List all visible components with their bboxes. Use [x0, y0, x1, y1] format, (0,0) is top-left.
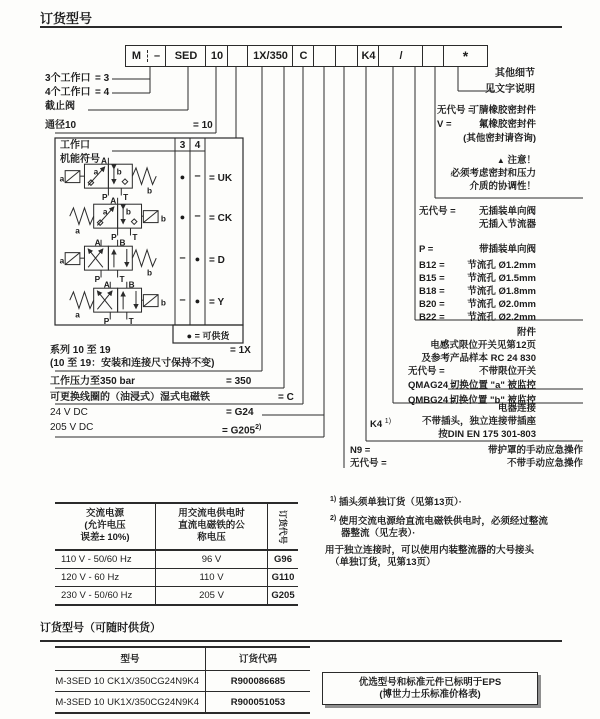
model-row-2-code: R900051053 — [230, 697, 286, 708]
details-line1: 其他细节 — [495, 68, 535, 79]
electrical-line1: 不带插头，独立连接带插座 — [421, 416, 536, 427]
footnote-2 — [330, 513, 575, 540]
svg-text:P: P — [103, 317, 110, 325]
section2-title: 订货型号（可随时供货） — [40, 622, 161, 634]
b20-key: B20 = — [419, 299, 445, 310]
footnote-1-marker: 1) — [330, 496, 337, 503]
model-header-code: 订货代码 — [238, 654, 277, 665]
y-code: = Y — [209, 297, 225, 308]
code-cell-solenoid: C — [292, 45, 315, 67]
b20-value: 节流孔 Ø2.0mm — [467, 299, 536, 310]
warning-block — [445, 155, 536, 193]
electrical-block — [370, 403, 536, 441]
svg-text:P: P — [94, 275, 101, 283]
footnote-3-line1: 用于独立连接时，可以使用内装整流器的大号接头 — [325, 545, 535, 556]
ck-code: = CK — [209, 213, 233, 224]
code-cell-sed: SED — [165, 45, 207, 67]
code-cell-override — [335, 45, 359, 67]
d-col4: ● — [194, 254, 201, 264]
seal-v-value: 氟橡胶密封件 — [478, 119, 536, 130]
electrical-line2: 按DIN EN 175 301-803 — [438, 429, 536, 440]
seal-note: (其他密封请咨询) — [463, 133, 536, 144]
limit-none-value: 不带限位开关 — [478, 366, 536, 377]
svg-text:b: b — [116, 167, 122, 177]
svg-text:a: a — [93, 167, 99, 177]
eps-line2: (博世力士乐标准价格表) — [379, 689, 481, 700]
power-row-3-c1: 230 V - 50/60 Hz — [61, 590, 133, 601]
svg-text:A: A — [110, 196, 117, 206]
code-cell-seal — [422, 45, 445, 67]
power-row-1-c2: 96 V — [201, 554, 222, 565]
power-row-3-c3: G205 — [271, 590, 295, 601]
svg-text:a: a — [75, 310, 80, 320]
model-header-type: 型号 — [120, 654, 140, 665]
code-cell-voltage — [313, 45, 337, 67]
code-cell-size: 10 — [205, 45, 229, 67]
footnote-1-text: 插头须单独订货（见第13页）· — [338, 497, 462, 509]
code-g24: = G24 — [226, 407, 254, 418]
code-cell-star: * — [443, 45, 488, 67]
footnote-1 — [330, 494, 570, 509]
page-title: 订货型号 — [40, 11, 93, 26]
valve-symbol-ck-icon — [57, 195, 169, 241]
throttle-block — [419, 206, 536, 324]
svg-text:b: b — [160, 214, 166, 224]
code-cell-slash: / — [378, 45, 424, 67]
attachments-line2: 及参考产品样本 RC 24 830 — [421, 353, 536, 364]
k4-key-text: K4 — [370, 419, 383, 431]
seal-none-value: 丁腈橡胶密封件 — [469, 105, 536, 116]
label-3ports: 3个工作口 — [45, 73, 91, 84]
power-header-col2: 用交流电供电时 直流电磁铁的公 称电压 — [178, 508, 245, 543]
svg-text:A: A — [101, 156, 108, 166]
svg-text:b: b — [160, 298, 166, 308]
y-col3: – — [179, 294, 186, 306]
power-row-rule-1 — [55, 568, 298, 569]
symtab-func-header: 机能符号 — [60, 154, 100, 165]
uk-code: = UK — [209, 173, 233, 184]
override-none-key: 无代号 = — [350, 458, 387, 469]
code-g205-text: = G205 — [222, 425, 256, 437]
svg-text:P: P — [111, 233, 117, 241]
power-row-1-c3: G96 — [274, 554, 292, 565]
power-header-rule — [55, 549, 298, 551]
model-header-rule — [55, 670, 310, 671]
label-size10: 通径10 — [45, 120, 77, 131]
b15-value: 节流孔 Ø1.5mm — [467, 273, 536, 284]
attachments-line1: 电感式限位开关见第12页 — [430, 340, 536, 351]
power-row-2-c2: 110 V — [199, 572, 224, 583]
qmbg24-key: QMBG24 = — [408, 395, 457, 406]
svg-text:T: T — [123, 193, 129, 201]
warning-icon: ▲ — [496, 156, 505, 165]
label-solenoid: 可更换线圈的（油浸式）湿式电磁铁 — [50, 392, 210, 403]
uk-col3: ● — [179, 172, 186, 182]
code-m: M — [131, 50, 142, 62]
b18-value: 节流孔 Ø1.8mm — [467, 286, 536, 297]
svg-text:a: a — [102, 207, 108, 217]
qmbg24-value: 切换位置 "b" 被监控 — [449, 395, 536, 406]
code-350: = 350 — [226, 376, 252, 387]
b22-key: B22 = — [419, 312, 445, 323]
svg-text:A: A — [94, 238, 101, 248]
qmag24-value: 切换位置 "a" 被监控 — [449, 380, 536, 391]
label-series: 系列 10 至 19 — [50, 345, 111, 356]
uk-col4: – — [194, 170, 201, 182]
valve-symbol-y-icon — [57, 279, 169, 325]
svg-text:T: T — [128, 317, 134, 325]
electrical-title: 电器连接 — [497, 403, 536, 414]
model-table — [55, 646, 310, 714]
throttle-p-key: P = — [419, 244, 434, 255]
power-row-3-c2: 205 V — [199, 590, 224, 601]
code-g205 — [222, 421, 261, 437]
model-row-rule — [55, 691, 310, 692]
label-24vdc: 24 V DC — [50, 407, 88, 418]
valve-symbol-d-icon — [57, 237, 169, 283]
code-cell-m — [125, 45, 167, 67]
svg-text:B: B — [128, 280, 135, 290]
b12-key: B12 = — [419, 260, 445, 271]
manual-override-block — [350, 445, 583, 470]
code-g205-footref: 2) — [255, 424, 262, 431]
footnote-3-line2: （单独订货，见第13页） — [330, 557, 436, 568]
b12-value: 节流孔 Ø1.2mm — [467, 260, 536, 271]
label-4ports: 4个工作口 — [45, 87, 91, 98]
seal-v-key: V = — [437, 119, 452, 130]
warning-title: 注意！ — [507, 155, 536, 166]
power-table — [55, 502, 298, 606]
power-row-rule-2 — [55, 586, 298, 587]
svg-text:a: a — [59, 256, 65, 266]
code-4: = 4 — [95, 87, 110, 98]
footnote-2-line1: 使用交流电源给直流电磁铁供电时，必须经过整流 — [338, 516, 548, 528]
b18-key: B18 = — [419, 286, 445, 297]
symtab-col4-header: 4 — [194, 140, 201, 151]
eps-line1: 优选型号和标准元件已标明于EPS — [358, 677, 502, 688]
footnote-3 — [325, 545, 575, 569]
model-row-1-type: M-3SED 10 CK1X/350CG24N9K4 — [55, 676, 199, 687]
symtab-col3-header: 3 — [179, 140, 186, 151]
warning-line2: 介质的协调性！ — [469, 181, 536, 192]
symtab-ports-header: 工作口 — [60, 140, 90, 151]
svg-text:a: a — [75, 226, 80, 236]
label-shutoff-valve: 截止阀 — [45, 101, 75, 112]
seals-block — [437, 105, 536, 145]
y-col4: ● — [194, 296, 201, 306]
attachments-title: 附件 — [516, 327, 536, 338]
svg-text:b: b — [147, 186, 153, 196]
eps-note-box — [322, 672, 538, 705]
svg-text:a: a — [59, 174, 65, 184]
code-10: = 10 — [193, 120, 213, 131]
warning-line1: 必须考虑密封和压力 — [450, 168, 536, 179]
svg-text:b: b — [147, 268, 153, 278]
svg-text:b: b — [125, 207, 131, 217]
code-c: = C — [278, 392, 294, 403]
power-row-1-c1: 110 V - 50/60 Hz — [61, 554, 132, 565]
power-header-col3: 订货代号 — [278, 509, 288, 544]
throttle-p-value: 带插装单向阀 — [478, 244, 536, 255]
attachments-block — [400, 327, 536, 407]
availability-legend: ● = 可供货 — [186, 331, 230, 341]
series-note: (10 至 19：安装和连接尺寸保持不变) — [50, 358, 215, 369]
power-row-2-c3: G110 — [271, 572, 295, 583]
details-line2: 见文字说明 — [485, 84, 535, 95]
details-block — [470, 67, 535, 96]
footnote-2-marker: 2) — [330, 515, 337, 522]
label-205vdc: 205 V DC — [50, 422, 94, 433]
limit-none-key: 无代号 = — [408, 366, 445, 377]
seal-none-key: 无代号 = — [437, 105, 474, 116]
d-col3: – — [179, 252, 186, 264]
d-code: = D — [209, 255, 225, 266]
label-pressure: 工作压力至350 bar — [50, 376, 136, 387]
code-3: = 3 — [95, 73, 110, 84]
k4-footref: 1) — [384, 418, 392, 425]
model-row-2-type: M-3SED 10 UK1X/350CG24N9K4 — [55, 697, 199, 708]
power-row-2-c1: 120 V - 60 Hz — [61, 572, 120, 583]
svg-text:T: T — [132, 233, 138, 241]
code-dash-slot: – — [147, 50, 166, 62]
svg-text:P: P — [101, 193, 108, 201]
svg-text:A: A — [103, 280, 110, 290]
svg-text:B: B — [119, 238, 126, 248]
model-row-1-code: R900086685 — [230, 676, 286, 687]
code-cell-function — [227, 45, 249, 67]
code-cell-series: 1X/350 — [247, 45, 294, 67]
code-1x: = 1X — [230, 345, 251, 356]
ck-col4: – — [194, 210, 201, 222]
throttle-none-value2: 无插入节流器 — [478, 219, 536, 230]
n9-value: 带护罩的手动应急操作 — [487, 445, 583, 456]
svg-text:T: T — [119, 275, 125, 283]
override-none-value: 不带手动应急操作 — [506, 458, 583, 469]
throttle-none-key: 无代号 = — [419, 206, 456, 217]
section2-rule — [40, 640, 562, 642]
ck-col3: ● — [179, 212, 186, 222]
b15-key: B15 = — [419, 273, 445, 284]
throttle-none-value: 无插装单向阀 — [478, 206, 536, 217]
b22-value: 节流孔 Ø2.2mm — [467, 312, 536, 323]
power-header-col1: 交流电源 (允许电压 误差± 10%) — [80, 508, 130, 543]
title-rule — [40, 26, 562, 28]
code-cell-k4: K4 — [357, 45, 380, 67]
n9-key: N9 = — [350, 445, 371, 456]
footnote-2-line2: 器整流（见左表）· — [341, 528, 416, 540]
qmag24-key: QMAG24 = — [408, 380, 457, 391]
